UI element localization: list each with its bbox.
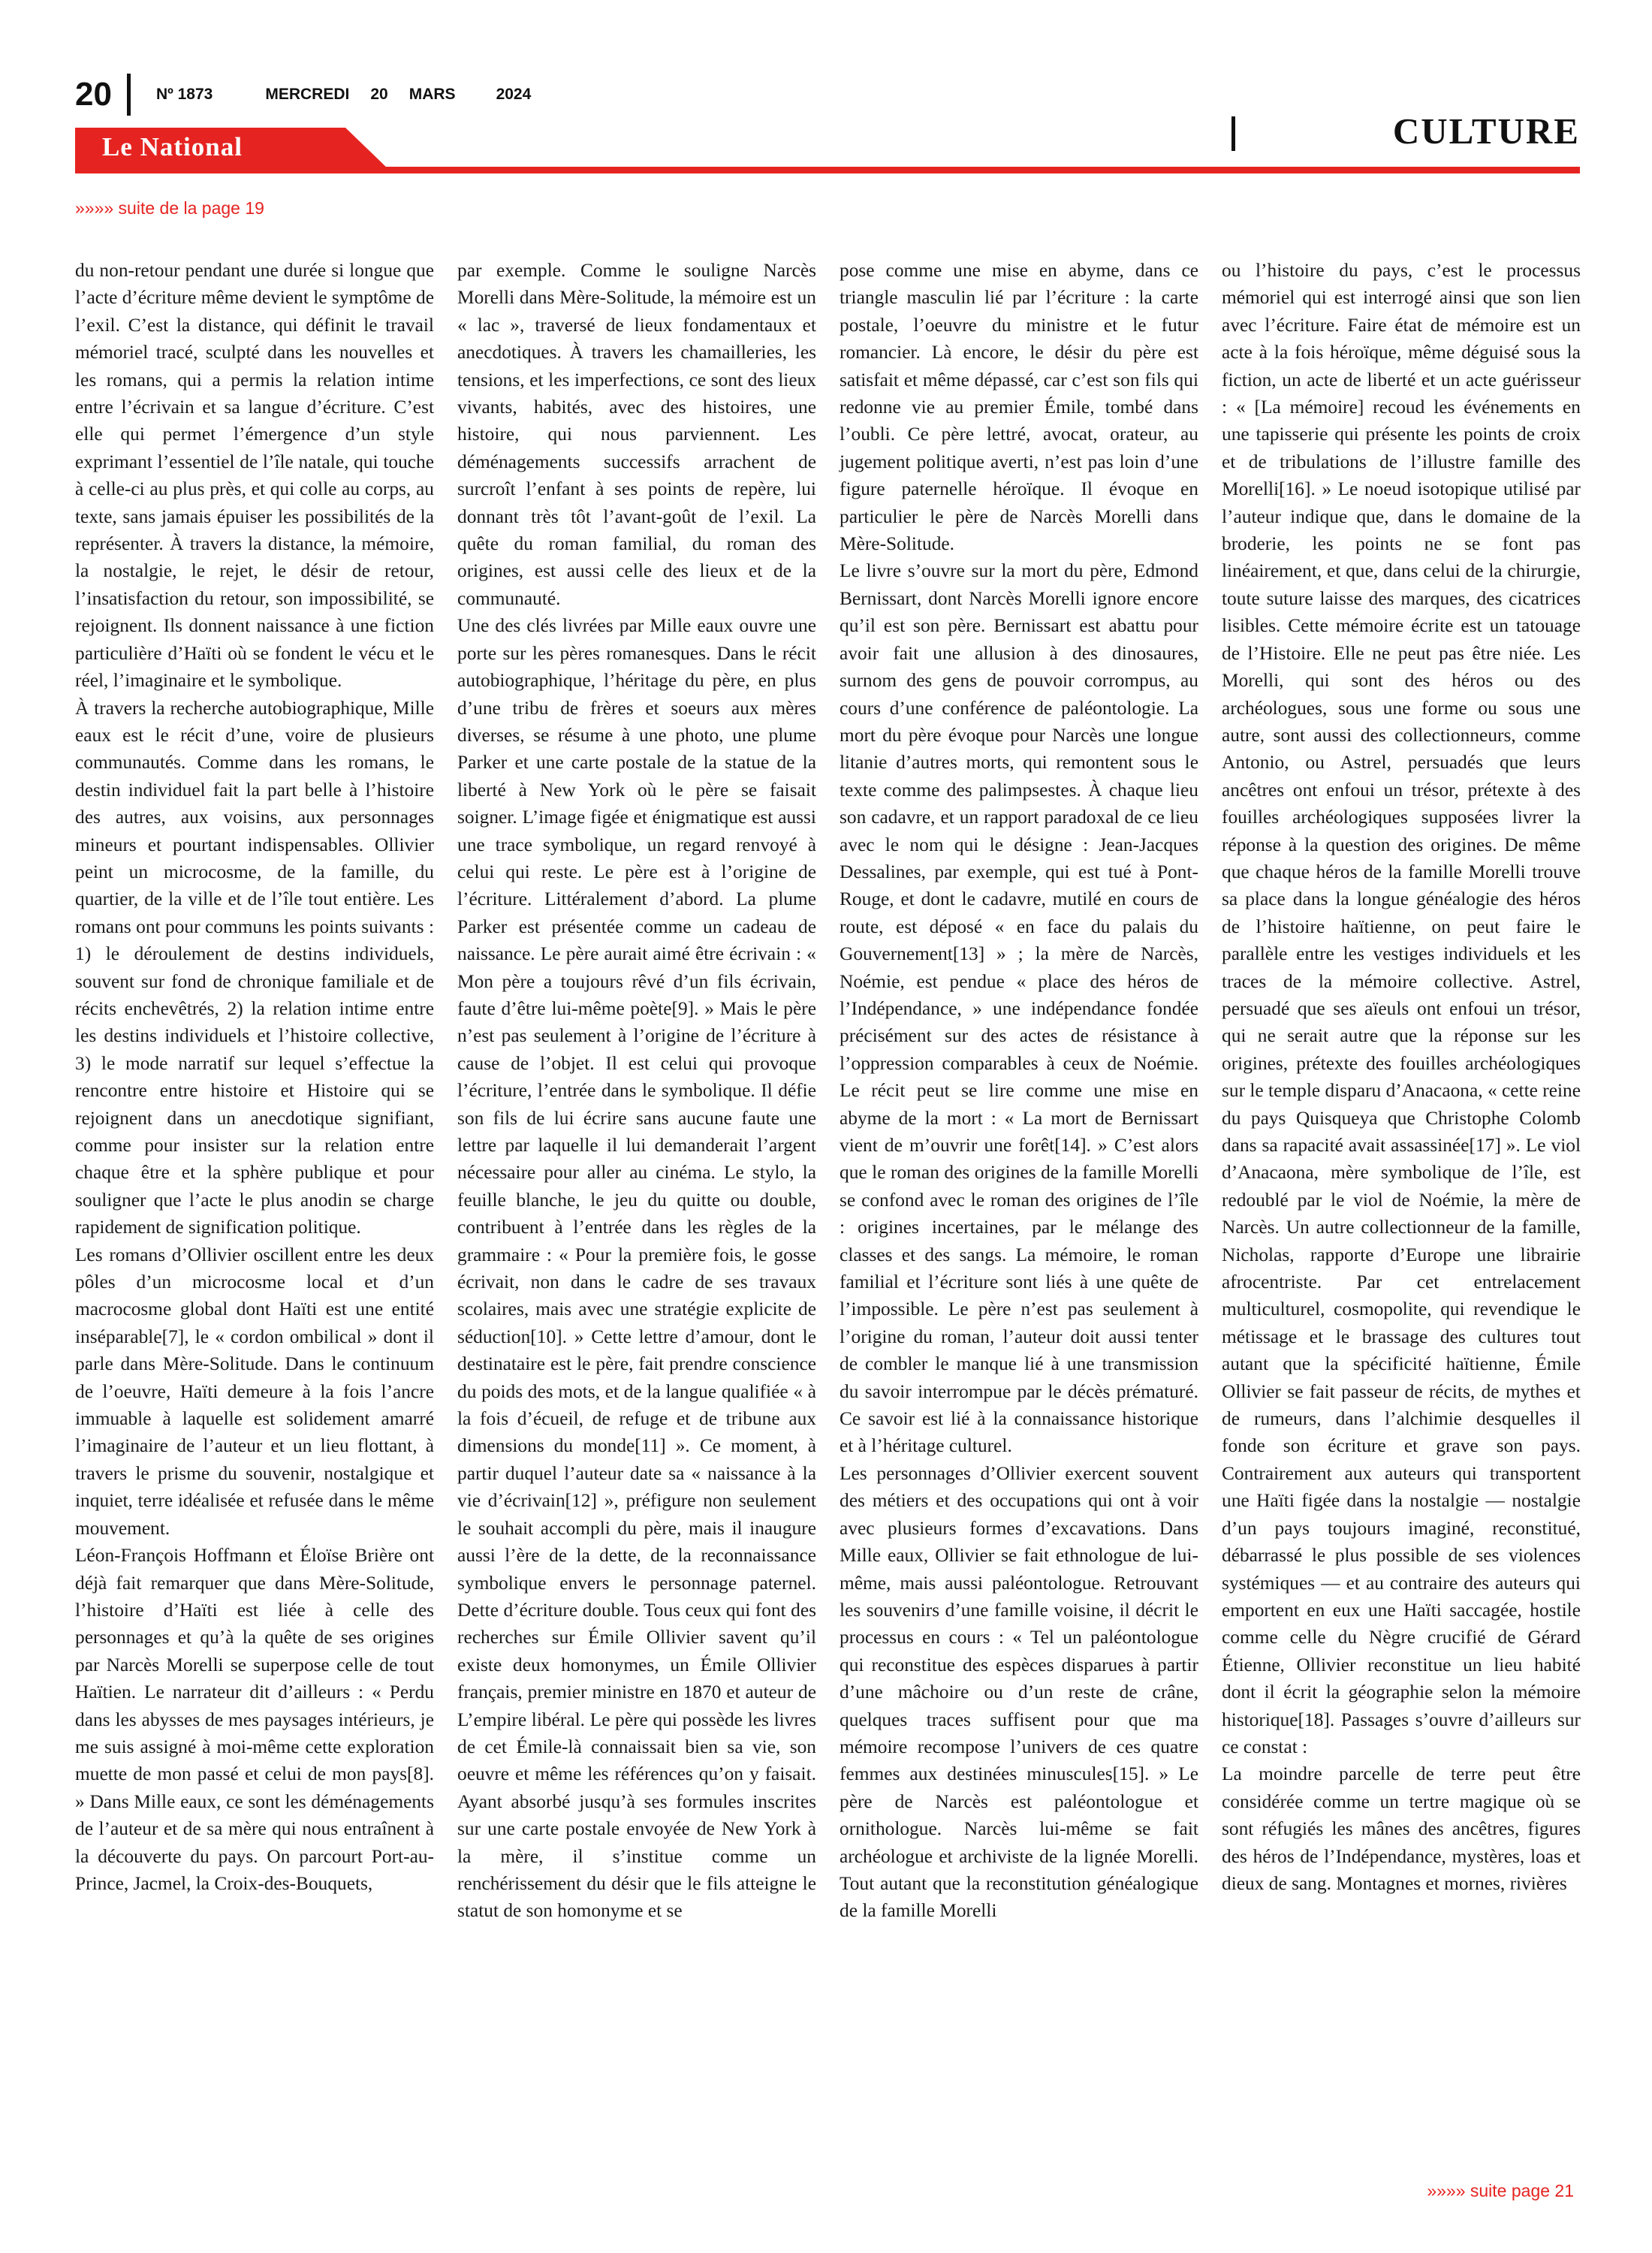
paragraph: Les personnages d’Ollivier exercent souvent des métiers et des occupations qui ont à voir avec plusieurs formes d’excavations. Dans Mille eaux, Ollivier se fait ethnologue de lui-même, mais aussi paléontologue. Retrouvant les souvenirs d’une famille voisine, il décrit le processus en cours : « Tel un paléontologue qui reconstitue des espèces disparues à partir d’une mâchoire ou d’un reste de crâne, quelques traces suffisent pour que ma mémoire recompose l’univers de ces quatre femmes aux destinées minuscules[15]. » Le père de Narcès est paléontologue et ornithologue. Narcès lui-même se fait archéologue et archiviste de la lignée Morelli. Tout autant que la reconstitution généalogique de la famille Morelli: [840, 1462, 1198, 1922]
paragraph: pose comme une mise en abyme, dans ce triangle masculin lié par l’écriture : la carte postale, l’oeuvre du ministre et le futur romancier. Là encore, le désir du père est satisfait et même dépassé, car c’est son fils qui redonne vie au premier Émile, tombé dans l’oubli. Ce père lettré, avocat, orateur, au jugement politique averti, n’est pas loin d’une figure paternelle héroïque. Il évoque en particulier le père de Narcès Morelli dans Mère-Solitude.: [840, 260, 1198, 555]
paragraph: par exemple. Comme le souligne Narcès Morelli dans Mère-Solitude, la mémoire est un « lac », traversé de lieux fondamentaux et anecdotiques. À travers les chamailleries, les tensions, et les imperfections, ce sont des lieux vivants, habités, avec des histoires, une histoire, qui nous parviennent. Les déménagements successifs arrachent de surcroît l’enfant à ses points de repère, lui donnant très tôt l’avant-goût de l’exil. La quête du roman familial, du roman des origines, est aussi celle des lieux et de la communauté.: [457, 260, 816, 609]
header-divider: [127, 74, 131, 116]
article-column-1: [75, 257, 434, 1897]
date-year: 2024: [496, 86, 532, 103]
paragraph: Le livre s’ouvre sur la mort du père, Edmond Bernissart, dont Narcès Morelli ignore encore qu’il est son père. Bernissart est abattu pour avoir fait une allusion à des dinosaures, surnom des gens de pouvoir corrompus, au cours d’une conférence de paléontologie. La mort du père évoque pour Narcès une longue litanie d’autres morts, qui remontent sous le texte comme des palimpsestes. À chaque lieu son cadavre, et un rapport paradoxal de ce lieu avec le nom qui le désigne : Jean-Jacques Dessalines, par exemple, qui est tué à Pont-Rouge, et dont le cadavre, mutilé en cours de route, est déposé « en face du palais du Gouvernement[13] » ; la mère de Narcès, Noémie, est pendue « place des héros de l’Indépendance, » une indépendance fondée précisément sur des actes de résistance à l’oppression comparables à ceux de Noémie. Le récit peut se lire comme une mise en abyme de la mort : « La mort de Bernissart vient de m’ouvrir une forêt[14]. » C’est alors que le roman des origines de la famille Morelli se confond avec le roman des origines de l’île : origines incertaines, par le mélange des classes et des sangs. La mémoire, le roman familial et l’écriture sont liés à une quête de l’impossible. Le père n’est pas seulement à l’origine du roman, l’auteur doit aussi tenter de combler le manque lié à une transmission du savoir interrompue par le décès prématuré. Ce savoir est lié à la connaissance historique et à l’héritage culturel.: [840, 560, 1198, 1457]
date-day: MERCREDI: [265, 86, 350, 103]
paragraph: ou l’histoire du pays, c’est le processus mémoriel qui est interrogé ainsi que son lien avec l’écriture. Faire état de mémoire est un acte à la fois héroïque, même déguisé sous la fiction, un acte de liberté et un acte guérisseur : « [La mémoire] recoud les événements en une tapisserie qui présente les points de croix et de tribulations de l’illustre famille des Morelli[16]. » Le noeud isotopique utilisé par l’auteur indique que, dans le domaine de la broderie, les points ne se font pas linéairement, et que, dans celui de la chirurgie, toute suture laisse des marques, des cicatrices lisibles. Cette mémoire écrite est un tatouage de l’Histoire. Elle ne peut pas être niée. Les Morelli, qui sont des héros ou des archéologues, sous une forme ou sous une autre, sont aussi des collectionneurs, comme Antonio, ou Astrel, persuadés que leurs ancêtres ont enfoui un trésor, prétexte à des fouilles archéologiques supposées livrer la réponse à la question des origines. De même que chaque héros de la famille Morelli trouve sa place dans la longue généalogie des héros de l’histoire haïtienne, on peut faire le parallèle entre les vestiges individuels et les traces de la mémoire collective. Astrel, persuadé que ses aïeuls ont enfoui un trésor, qui ne serait autre que la réponse sur les origines, prétexte des fouilles archéologiques sur le temple disparu d’Anacaona, « cette reine du pays Quisqueya que Christophe Colomb dans sa rapacité avait assassinée[17] ». Le viol d’Anacaona, mère symbolique de l’île, est redoublé par le viol de Noémie, la mère de Narcès. Un autre collectionneur de la famille, Nicholas, rapporte d’Europe une librairie afrocentriste. Par cet entrelacement multiculturel, cosmopolite, qui revendique le métissage et le brassage des cultures tout autant que la spécificité haïtienne, Émile Ollivier se fait passeur de récits, de mythes et de rumeurs, dans l’alchimie desquelles il fonde son écriture et grave son pays. Contrairement aux auteurs qui transportent une Haïti figée dans la nostalgie — nostalgie d’un pays toujours imaginé, reconstitué, débarrassé le plus possible de ses violences systémiques — et au contraire des auteurs qui emportent en eux une Haïti saccagée, hostile comme celle du Nègre crucifié de Gérard Étienne, Ollivier reconstitue un lieu habité dont il écrit la géographie selon la mémoire historique[18]. Passages s’ouvre d’ailleurs sur ce constat :: [1222, 260, 1581, 1757]
masthead-row: [75, 72, 552, 117]
page-number: 20: [75, 76, 112, 113]
paragraph: À travers la recherche autobiographique, Mille eaux est le récit d’une, voire de plusieurs communautés. Comme dans les romans, le destin individuel fait la part belle à l’histoire des autres, aux voisins, aux personnages mineurs et pourtant indispensables. Ollivier peint un microcosme, de la famille, du quartier, de la ville et de l’île tout entière. Les romans ont pour communs les points suivants : 1) le déroulement de destins individuels, souvent sur fond de chronique familiale et de récits enchevêtrés, 2) la relation intime entre les destins individuels et l’histoire collective, 3) le mode narratif sur lequel s’effectue la rencontre entre histoire et Histoire qui se rejoignent dans un anecdotique signifiant, comme pour insister sur la relation entre chaque être et la sphère publique et pour souligner que l’acte le plus anodin se charge rapidement de signification politique.: [75, 697, 434, 1238]
continued-from-note: »»»» suite de la page 19: [75, 198, 264, 218]
date-month: MARS: [408, 86, 456, 103]
section-divider: [1231, 116, 1235, 151]
paragraph: du non-retour pendant une durée si longue que l’acte d’écriture même devient le symptôme de l’exil. C’est la distance, qui définit le travail mémoriel tracé, sculpté dans les nouvelles et les romans, qui a permis la relation intime entre l’écrivain et sa langue d’écriture. C’est elle qui permet l’émergence d’un style exprimant l’essentiel de l’île natale, qui touche à celle-ci au plus près, et qui colle au corps, au texte, sans jamais épuiser les possibilités de la représenter. À travers la distance, la mémoire, la nostalgie, le rejet, le désir de retour, l’insatisfaction du retour, son impossibilité, se rejoignent. Ils donnent naissance à une fiction particulière d’Haïti où se fondent le vécu et le réel, l’imaginaire et le symbolique.: [75, 260, 434, 692]
newspaper-brand: Le National: [102, 132, 243, 161]
paragraph: La moindre parcelle de terre peut être considérée comme un tertre magique où se sont réfugiés les mânes des ancêtres, figures des héros de l’Indépendance, mystères, loas et dieux de sang. Montagnes et mornes, rivières: [1222, 1763, 1581, 1894]
section-title: CULTURE: [1392, 110, 1580, 152]
article-column-4: [1222, 257, 1581, 1897]
paragraph: Les romans d’Ollivier oscillent entre les deux pôles d’un microcosme local et d’un macrocosme global dont Haïti est une entité inséparable[7], le « cordon ombilical » dont il parle dans Mère-Solitude. Dans le continuum de l’oeuvre, Haïti demeure à la fois l’ancre immuable à laquelle est solidement amarré l’imaginaire de l’auteur et un lieu flottant, à travers le prisme du souvenir, nostalgique et inquiet, terre idéalisée et refusée dans le même mouvement.: [75, 1244, 434, 1539]
header-rule: [75, 167, 1580, 173]
paragraph: Une des clés livrées par Mille eaux ouvre une porte sur les pères romanesques. Dans le récit autobiographique, l’héritage du père, en plus d’une tribu de frères et soeurs aux mères diverses, se résume à une photo, une plume Parker et une carte postale de la statue de la liberté à New York où le père se faisait soigner. L’image figée et énigmatique est aussi une trace symbolique, un regard renvoyé à celui qui reste. Le père est à l’origine de l’écriture. Littéralement d’abord. La plume Parker est présentée comme un cadeau de naissance. Le père aurait aimé être écrivain : « Mon père a toujours rêvé d’un fils écrivain, faute d’être lui-même poète[9]. » Mais le père n’est pas seulement à l’origine de l’écriture à cause de l’objet. Il est celui qui provoque l’écriture, l’entrée dans le symbolique. Il défie son fils de lui écrire sans aucune faute une lettre par laquelle il lui demanderait l’argent nécessaire pour aller au cinéma. Le stylo, la feuille blanche, le jeu du quitte ou double, contribuent à l’entrée dans les règles de la grammaire : « Pour la première fois, le gosse écrivait, non dans le cadre de ses travaux scolaires, mais avec une stratégie explicite de séduction[10]. » Cette lettre d’amour, dont le destinataire est le père, fait prendre conscience du poids des mots, et de la langue qualifiée « à la fois d’écueil, de refuge et de tribune aux dimensions du monde[11] ». Ce moment, à partir duquel l’auteur date sa « naissance à la vie d’écrivain[12] », préfigure non seulement le souhait accompli du père, mais il inaugure aussi l’ère de la dette, de la reconnaissance symbolique envers le personnage paternel. Dette d’écriture double. Tous ceux qui font des recherches sur Émile Ollivier savent qu’il existe deux homonymes, un Émile Ollivier français, premier ministre en 1870 et auteur de L’empire libéral. Le père qui possède les livres de cet Émile-là connaissait bien sa vie, son oeuvre et même les références qu’on y faisait. Ayant absorbé jusqu’à ses formules inscrites sur une carte postale envoyée de New York à la mère, il s’institue comme un renchérissement du désir que le fils atteigne le statut de son homonyme et se: [457, 615, 816, 1922]
article-column-3: [840, 257, 1198, 1925]
date-number: 20: [370, 86, 388, 103]
article-column-2: [457, 257, 816, 1925]
issue-number: Nº 1873: [155, 86, 213, 103]
continued-to-note: »»»» suite page 21: [1427, 2181, 1574, 2200]
paragraph: Léon-François Hoffmann et Éloïse Brière ont déjà fait remarquer que dans Mère-Solitude, l’histoire d’Haïti est liée à celle des personnages et qu’à la quête de ses origines par Narcès Morelli se superpose celle de tout Haïtien. Le narrateur dit d’ailleurs : « Perdu dans les abysses de mes paysages intérieurs, je me suis assigné à moi-même cette exploration muette de mon passé et celui de mon pays[8]. » Dans Mille eaux, ce sont les déménagements de l’auteur et de sa mère qui nous entraînent à la découverte du pays. On parcourt Port-au-Prince, Jacmel, la Croix-des-Bouquets,: [75, 1545, 434, 1894]
